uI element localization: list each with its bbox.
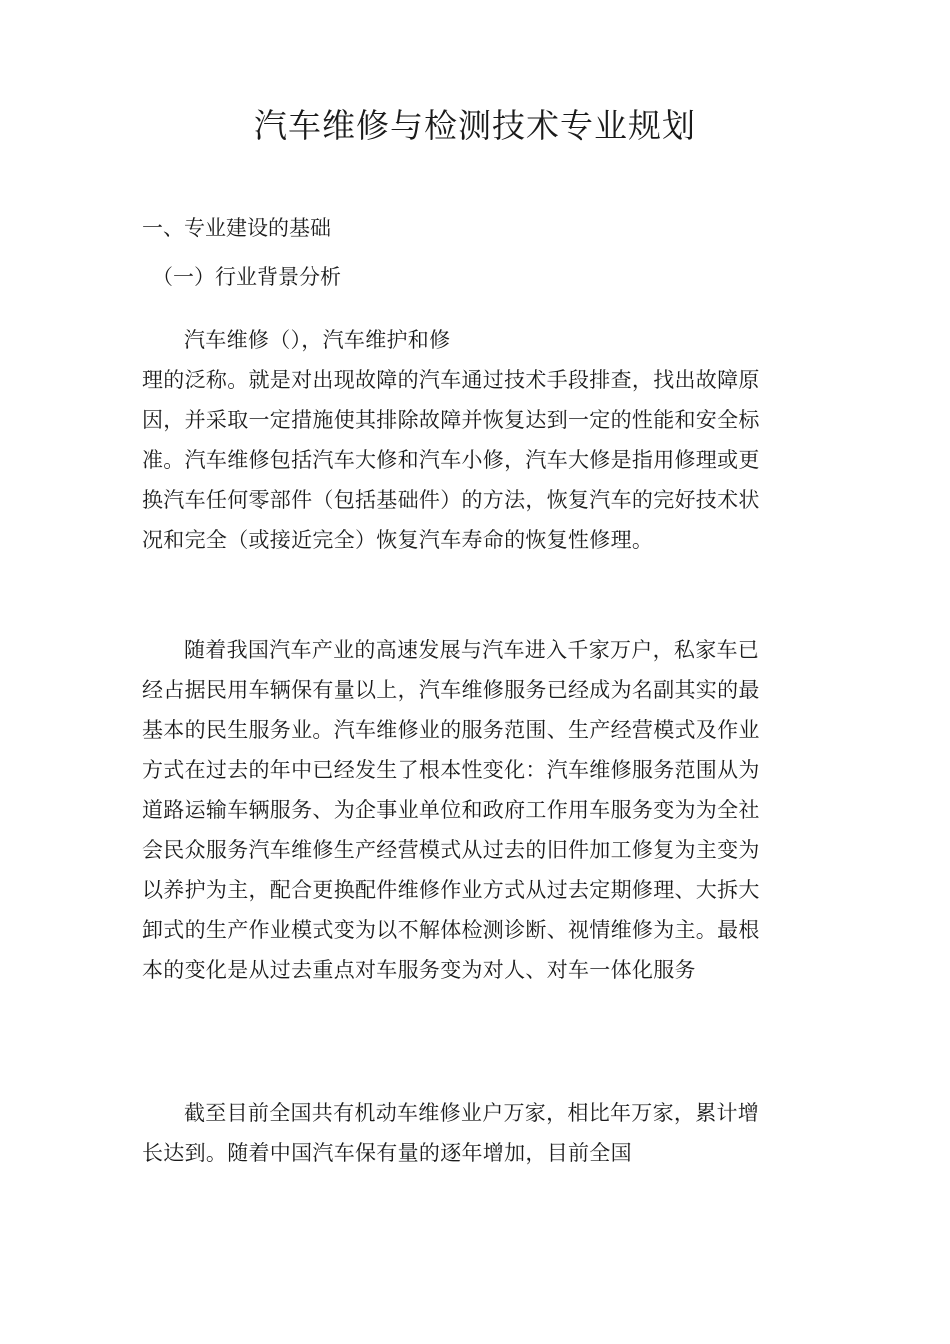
paragraph-line: 截至目前全国共有机动车维修业户万家，相比年万家，累计增 [184, 1101, 760, 1125]
paragraph-3 [142, 1093, 810, 1173]
paragraph-line: 况和完全（或接近完全）恢复汽车寿命的恢复性修理。 [142, 528, 654, 552]
section-heading: 一、专业建设的基础 [142, 216, 331, 240]
paragraph-line: 准。汽车维修包括汽车大修和汽车小修，汽车大修是指用修理或更 [142, 448, 760, 472]
paragraph-line: 卸式的生产作业模式变为以不解体检测诊断、视情维修为主。最根 [142, 918, 760, 942]
paragraph-line: 因，并采取一定措施使其排除故障并恢复达到一定的性能和安全标 [142, 408, 760, 432]
paragraph-line: 汽车维修（），汽车维护和修 [184, 328, 451, 352]
paragraph-line: 会民众服务汽车维修生产经营模式从过去的旧件加工修复为主变为 [142, 838, 760, 862]
paragraph-line: 理的泛称。就是对出现故障的汽车通过技术手段排查，找出故障原 [142, 368, 760, 392]
paragraph-line: 本的变化是从过去重点对车服务变为对人、对车一体化服务 [142, 958, 696, 982]
paragraph-line: 基本的民生服务业。汽车维修业的服务范围、生产经营模式及作业 [142, 718, 760, 742]
paragraph-line: 方式在过去的年中已经发生了根本性变化：汽车维修服务范围从为 [142, 758, 760, 782]
paragraph-line: 长达到。随着中国汽车保有量的逐年增加，目前全国 [142, 1141, 632, 1165]
paragraph-2 [142, 630, 810, 990]
paragraph-line: 以养护为主，配合更换配件维修作业方式从过去定期修理、大拆大 [142, 878, 760, 902]
paragraph-line: 经占据民用车辆保有量以上，汽车维修服务已经成为名副其实的最 [142, 678, 760, 702]
paragraph-line: 换汽车任何零部件（包括基础件）的方法，恢复汽车的完好技术状 [142, 488, 760, 512]
subsection-heading: （一）行业背景分析 [152, 265, 341, 289]
paragraph-line: 道路运输车辆服务、为企事业单位和政府工作用车服务变为为全社 [142, 798, 760, 822]
paragraph-1 [142, 320, 810, 560]
document-title: 汽车维修与检测技术专业规划 [254, 106, 696, 145]
paragraph-line: 随着我国汽车产业的高速发展与汽车进入千家万户，私家车已 [184, 638, 760, 662]
